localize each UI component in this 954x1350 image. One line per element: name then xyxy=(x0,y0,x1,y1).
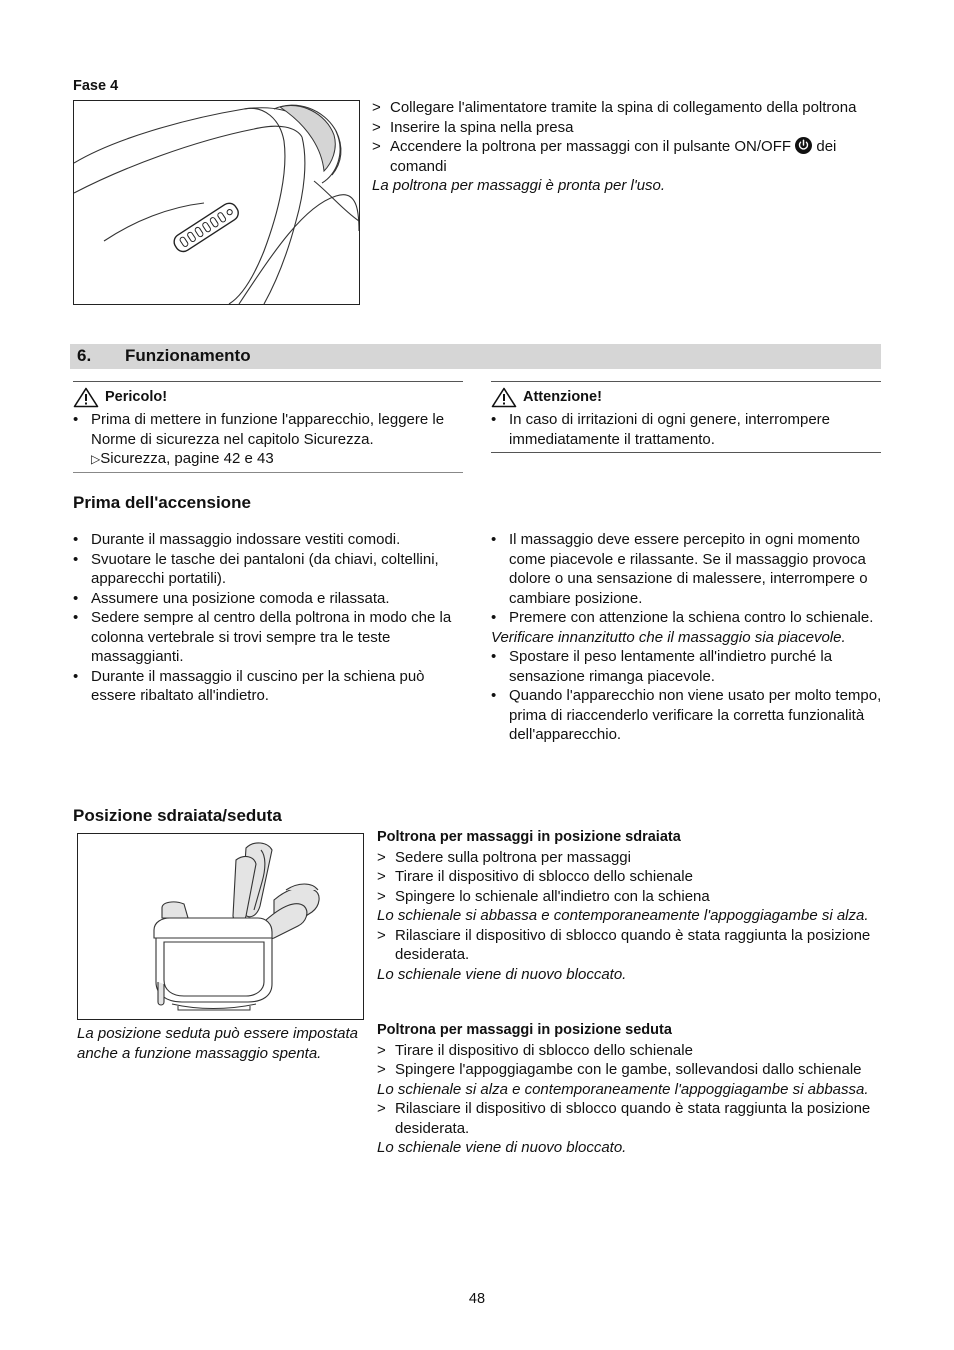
page-number: 48 xyxy=(468,1291,486,1307)
instruction-step: > Rilasciare il dispositivo di sblocco quando è stata raggiunta la posizione desiderata. xyxy=(377,1100,871,1137)
danger-item: • Prima di mettere in funzione l'apparecchio, leggere le Norme di sicurezza nel capitolo Sicurezza. xyxy=(73,411,445,448)
instruction-step: > Sedere sulla poltrona per massaggi xyxy=(377,848,631,866)
caution-item: • In caso di irritazioni di ogni genere, interrompere immediatamente il trattamento. xyxy=(491,411,830,448)
warning-triangle-icon xyxy=(73,387,99,408)
lying-title: Poltrona per massaggi in posizione sdraiata xyxy=(377,829,681,845)
verify-note: Verificare innanzitutto che il massaggio sia piacevole. xyxy=(491,628,846,646)
caution-title: Attenzione! xyxy=(523,388,602,405)
chair-armrest-illustration xyxy=(73,100,360,305)
cross-reference: ▷Sicurezza, pagine 42 e 43 xyxy=(91,450,274,467)
lying-position-instructions xyxy=(377,828,882,984)
divider xyxy=(73,472,463,473)
fase4-instructions xyxy=(372,98,884,196)
section-number: 6. xyxy=(77,346,92,365)
recliner-drawing xyxy=(78,834,363,1019)
instruction-step: > Accendere la poltrona per massaggi con il pulsante ON/OFF dei comandi xyxy=(372,138,837,175)
section-title: Funzionamento xyxy=(125,346,251,365)
list-item: • Il massaggio deve essere percepito in ogni momento come piacevole e rilassante. Se il massaggio provoca dolore o una sensazione di malessere, interrompere o cambiare posizione. xyxy=(491,531,868,607)
divider xyxy=(73,381,463,382)
remote-control-icon xyxy=(171,200,241,254)
armrest-remote-drawing xyxy=(74,101,359,304)
divider xyxy=(491,381,881,382)
instruction-step: > Spingere lo schienale all'indietro con la schiena xyxy=(377,887,710,905)
subheading: Prima dell'accensione xyxy=(73,493,251,512)
danger-title: Pericolo! xyxy=(105,388,168,405)
result-note: Lo schienale si alza e contemporaneamente l'appoggiagambe si abbassa. xyxy=(377,1080,869,1098)
right-bullet-list xyxy=(491,530,883,745)
list-item: • Spostare il peso lentamente all'indietro purché la sensazione rimanga piacevole. xyxy=(491,648,833,685)
left-bullet-list xyxy=(73,530,468,706)
instruction-step: > Tirare il dispositivo di sblocco dello schienale xyxy=(377,1041,693,1059)
instruction-step: > Rilasciare il dispositivo di sblocco quando è stata raggiunta la posizione desiderata. xyxy=(377,926,871,963)
seated-position-instructions xyxy=(377,1021,882,1158)
result-note: Lo schienale viene di nuovo bloccato. xyxy=(377,965,627,983)
section-header xyxy=(70,344,881,369)
subheading: Posizione sdraiata/seduta xyxy=(73,806,282,825)
recliner-positions-illustration xyxy=(77,833,364,1020)
instruction-step: > Tirare il dispositivo di sblocco dello schienale xyxy=(377,868,693,885)
list-item: • Quando l'apparecchio non viene usato per molto tempo, prima di riaccenderlo verificare la corretta funzionalità dell'apparecchio. xyxy=(491,687,882,743)
figure-caption: La posizione seduta può essere impostata anche a funzione massaggio spenta. xyxy=(77,1025,359,1062)
instruction-step: > Inserire la spina nella presa xyxy=(372,118,574,136)
result-note: Lo schienale viene di nuovo bloccato. xyxy=(377,1139,627,1156)
result-note: La poltrona per massaggi è pronta per l'uso. xyxy=(372,177,666,194)
list-item: • Sedere sempre al centro della poltrona in modo che la colonna vertebrale si trovi sempre tra le teste massaggianti. xyxy=(73,609,452,665)
instruction-step: > Collegare l'alimentatore tramite la spina di collegamento della poltrona xyxy=(372,99,857,116)
list-item: • Durante il massaggio indossare vestiti comodi. xyxy=(73,531,401,548)
list-item: • Durante il massaggio il cuscino per la schiena può essere ribaltato all'indietro. xyxy=(73,667,425,704)
list-item: • Premere con attenzione la schiena contro lo schienale. xyxy=(491,609,874,626)
divider xyxy=(491,452,881,453)
list-item: • Svuotare le tasche dei pantaloni (da chiavi, coltellini, apparecchi portatili). xyxy=(73,550,439,587)
result-note: Lo schienale si abbassa e contemporaneamente l'appoggiagambe si alza. xyxy=(377,907,869,924)
step-label: Fase 4 xyxy=(73,78,119,94)
warning-triangle-icon xyxy=(491,387,517,408)
list-item: • Assumere una posizione comoda e rilassata. xyxy=(73,589,390,607)
power-icon xyxy=(795,137,812,154)
seated-title: Poltrona per massaggi in posizione seduta xyxy=(377,1022,672,1038)
danger-box xyxy=(73,387,465,470)
instruction-step: > Spingere l'appoggiagambe con le gambe, sollevandosi dallo schienale xyxy=(377,1061,862,1078)
caution-box xyxy=(491,387,883,449)
reference-arrow-icon: ▷ xyxy=(91,452,101,466)
